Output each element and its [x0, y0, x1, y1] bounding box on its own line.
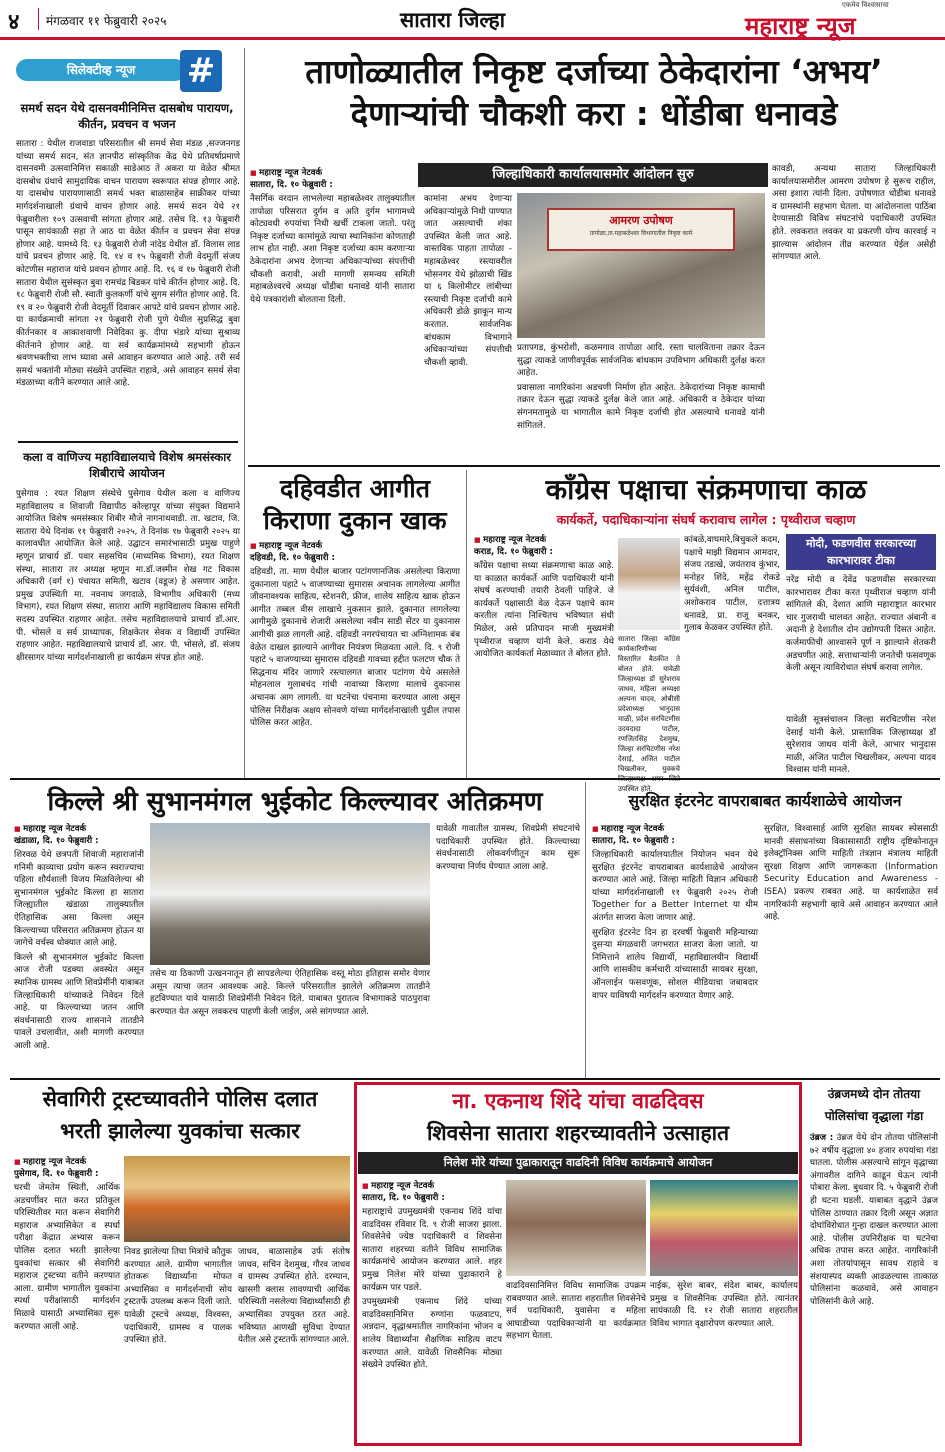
dahiwadi-rule: [466, 470, 467, 778]
shinde-byline-agency: ■ महाराष्ट्र न्यूज नेटवर्क: [362, 1180, 502, 1192]
selective-divider: [18, 441, 238, 443]
sevagiri-headline-2: भरती झालेल्या युवकांचा सत्कार: [60, 1119, 300, 1143]
congress-headline: काँग्रेस पक्षाचा संक्रमणाचा काळ: [545, 473, 867, 506]
dahiwadi-headline-2: किराणा दुकान खाक: [263, 506, 447, 535]
fort-body-1: शिरवळ येथे छत्रपती शिवाजी महाराजांनी गनिमी काव्याचा प्रयोग करून स्वराज्याचा पहिला शौर्यशाली विजय मिळविलेल्या श्री सुभानमंगल भुईकोट किल्ला हा सातारा जिल्ह्यातील खंडाळा तालुक्यातील ऐतिहासिक असा किल्ला असून किल्ल्याच्या परिसरात अतिक्रमण होऊन या जागेचे वर्चस्व धोक्यात आले आहे.: [14, 850, 144, 949]
congress-column-1: [474, 560, 614, 774]
lead-byline-agency: ■ महाराष्ट्र न्यूज नेटवर्क: [250, 167, 410, 179]
congress-byline-place: कराड, दि. १० फेब्रुवारी :: [474, 547, 553, 557]
selective-news-badge: [10, 48, 222, 98]
page-number: ४: [8, 10, 20, 35]
internet-byline-place: सातारा, दि. १० फेब्रुवारी :: [592, 836, 675, 846]
congress-body-4: नरेंद्र मोदी व देवेंद्र फडणवीस सरकारच्या कारभारावर टीका करत पृथ्वीराज चव्हाण यांनी सांगितले की, देशात आणि महाराष्ट्रात कारभार चार गुजराथी चालवत आहेत. राज्यात अंबानी व अदानी हे देशातील दोन उद्योगपती दिसत आहेत. कर्जमाफीची आश्वासने पूर्ण न झाल्याने शेतकरी अडचणीत आहे. सत्ताधाऱ्यांनी जनतेची फसवणूक केली असून त्याविरोधात संघर्ष करावा लागेल.: [786, 575, 936, 674]
lead-byline: [250, 167, 410, 191]
internet-column-2: [764, 823, 938, 1074]
sevagiri-byline-agency: ■ महाराष्ट्र न्यूज नेटवर्क: [14, 1156, 120, 1168]
sevagiri-column-2: [124, 1246, 232, 1444]
lead-body-1: नैसर्गिक वरदान लाभलेल्या महाबळेश्वर तालुक्यातील तापोळा परिसरात दुर्गम व अति दुर्गम भागामध्ये कोट्यवधी रुपयांचा निधी खर्ची टाकला जातो. परंतु निकृष्ट दर्जाच्या कामांमुळे त्याचा स्थानिकांना कोणताही लाभ होत नाही. अशा निकृष्ट दर्जाच्या काम करणाऱ्या ठेकेदारांना अभय देणाऱ्या अधिकाऱ्यांच्या संपत्तीची चौकशी करावी, अशी मागणी समन्वय समिती महाबळेश्वरचे अध्यक्ष धोंडीबा धनावडे यांनी सातारा येथे पत्रकारांशी बोलताना दिली.: [250, 194, 415, 305]
lead-protest-photo: [517, 193, 765, 338]
sevagiri-body-3: जाधव, बाळासाहेब उर्फ संतोष जाधव, सचिन देशमुख, गौरव जाधव व ग्रामस्थ उपस्थित होते. दरम्यान, खासगी क्लास लावण्याची आर्थिक परिस्थिती नसलेल्या विद्यार्थ्यांसाठी ही अभ्यासिका उपयुक्त ठरत आहे. भविष्यात आणखी सुविधा देण्यात येतील असे ट्रस्टतर्फे सांगण्यात आले.: [238, 1247, 350, 1346]
lead-byline-place: सातारा, दि. १० फेब्रुवारी :: [250, 180, 333, 190]
internet-body-3: सुरक्षित, विश्वासार्ह आणि सुरक्षित सायबर स्पेससाठी मानवी संसाधनांच्या विकासासाठी राष्ट्रीय दृष्टिकोनातून इलेक्ट्रॉनिक्स आणि माहिती तंत्रज्ञान मंत्रालय माहिती सुरक्षा शिक्षण आणि जागरूकता (Information Security Education and Awareness - ISEA) प्रकल्प राबवत आहे. या कार्यशाळेत सर्व नागरिकांनी सहभागी व्हावे असे आवाहन करण्यात आले आहे.: [764, 824, 938, 923]
congress-body-3: कांबळे,वाघमारे,बिचुकले कदम, पक्षाचे माझी विद्यमान आमदार, संजय तडाखे, जयंतराव कुंभार, मनोहर शिंदे, महेंद्र रोकडे सुर्यवंशी, अनिल पाटील, अशोकराव पाटील, दत्तात्रय धनावडे, प्रा. राजू बनकर, गुलाब केळकर उपस्थित होते.: [684, 535, 780, 634]
umbraj-headline-2: पोलिसांचा वृद्धाला गंडा: [824, 1109, 924, 1123]
fort-headline: किल्ले श्री सुभानमंगल भुईकोट किल्ल्यावर अतिक्रमण: [47, 787, 543, 817]
congress-body-2: सातारा जिल्हा काँग्रेस कार्यकारिणीच्या विस्तारित बैठकीत ते बोलत होते. यावेळी जिल्हाध्यक्ष डॉ सुरेशराव जाधव, महिला अध्यक्षा अल्पना यादव, ओबीसी प्रदेशाध्यक्ष भानुदास माळी, प्रदेश सरचिटणीस उदयदादा पाटील, रणजितसिंह देशमुख, जिल्हा सरचिटणीस नरेश देसाई, अजित पाटील चिखलीकर, युवकचे उपस्थित होते.: [618, 635, 680, 793]
selective-story-1-title: समर्थ सदन येथे दासनवमीनिमित्त दासबोध पारायण, कीर्तन, प्रवचन व भजन: [20, 101, 234, 131]
umbraj-headline-1: उंब्रजमध्ये दोन तोतया: [827, 1087, 921, 1101]
congress-subhead: कार्यकर्ते, पदाधिकाऱ्यांना संघर्ष करावाच लागेल : पृथ्वीराज चव्हाण: [556, 512, 856, 527]
sevagiri-column-3: [238, 1246, 350, 1444]
shinde-column-4: [650, 1280, 798, 1442]
page-header: [0, 0, 945, 40]
fort-photo-caption: [150, 968, 430, 1074]
header-divider: [38, 8, 39, 30]
sevagiri-headline-1: सेवागिरी ट्रस्टच्यावतीने पोलिस दलात: [42, 1087, 318, 1111]
fort-body-3: यावेळी गावातील ग्रामस्थ, शिवप्रेमी संघटनांचे पदाधिकारी उपस्थित होते. किल्ल्याच्या संवर्धनासाठी लोकवर्गणीतून काम सुरू करण्याचा निर्णय घेण्यात आला आहे.: [436, 824, 580, 872]
fort-group-photo: [150, 823, 430, 965]
sevagiri-felicitation-photo: [124, 1156, 350, 1242]
shinde-byline: [362, 1180, 502, 1204]
sevagiri-byline: [14, 1156, 120, 1180]
lead-body-4: कावडी, अन्यथा सातारा जिल्हाधिकारी कार्यालयासमोरील आमरण उपोषण हे सुरूच राहील, असा इशारा त्यांनी दिला. उपोषणात धोंडीबा धनावडे व ग्रामस्थांनी सहभाग घेतला. या आंदोलनाला पाठिंबा देण्यासाठी विविध संघटनांचे पदाधिकारी उपस्थित होते. लवकरात लवकर या प्रकरणी योग्य कारवाई न झाल्यास आंदोलन तीव्र करण्यात येईल असेही सांगण्यात आले.: [772, 164, 936, 263]
dahiwadi-byline-place: दहिवडी, दि. १० फेब्रुवारी :: [250, 553, 335, 563]
congress-body-1: काँग्रेस पक्षाचा सध्या संक्रमणाचा काळ आहे. या काळात कार्यकर्ते आणि पदाधिकारी यांनी संघर्ष करण्याची तयारी ठेवली पाहिजे. जे कार्यकर्ते पक्षासाठी वेळ देऊन पक्षाचे काम करतील त्यांना निश्चितच भविष्यात संधी मिळेल, असे प्रतिपादन माजी मुख्यमंत्री पृथ्वीराज चव्हाण यांनी केले. कराड येथे आयोजित कार्यकर्ता मेळाव्यात ते बोलत होते.: [474, 561, 614, 660]
selective-label: सिलेक्टीव्ह न्यूज: [16, 59, 186, 81]
selective-story-1-body: [16, 138, 240, 433]
left-column-rule: [244, 48, 245, 778]
congress-byline-agency: ■ महाराष्ट्र न्यूज नेटवर्क: [474, 534, 614, 546]
lead-photo-caption-text: प्रतापगड, कुंभरोशी, कळमगाव तापोळा आदि. रस्ता चालविताना तक्रार देऊन सुद्धा त्याकडे जाणीवपूर्वक सार्वजनिक बांधकाम उपविभाग अधिकारी दुर्लक्ष करत आहेत.: [517, 343, 765, 379]
selective-story-1-text: सातारा : येथील राजवाडा परिसरातील श्री समर्थ सेवा मंडळ ,सज्जनगड यांच्या समर्थ सदन, संत ज्ञानपीठ सांस्कृतिक केंद्र येथे प्रतिवर्षाप्रमाणे दासनवमी उत्सवानिमित्त सकाळी साडेआठ ते अकरा या वेळेत श्रीमत दासबोध ग्रंथाचे सामुदायिक वाचन पारायण स्वरूपात संपन्न होणार आहे. या दासबोध पारायणासाठी समर्थ भक्त बाळासाहेब साक्रीकर यांच्या मार्गदर्शनाखाली ग्रंथाचे वाचन होणार आहे. समर्थ सदन येथे २१ फेब्रुवारीला १०९ उत्सवाची सांगता होणार आहे. तसेच दि. १३ फेब्रुवारी पासून सायंकाळी सहा ते आठ या वेळेत कीर्तन व प्रवचन सेवा संपन्न होणार आहे. यामध्ये दि. १३ फेब्रुवारी रोजी नांदेड येथील डॉ. विलास लाड यांचे प्रवचन होणार आहे. दि. १४ व १५ फेब्रुवारी रोजी वेदमूर्ती संजय कोटणीस महाराज यांचे प्रवचन होणार आहे. दि. १६ व १७ फेब्रुवारी रोजी सातारा येथील सुसंस्कृत बुवा रामचंद्र बिडकर यांचे कीर्तन होणार आहे. दि. १८ फेब्रुवारी रोजी सौ. स्वाती कुलकर्णी यांचे सुगम संगीत होणार आहे. दि. १९ व २० फेब्रुवारी रोजी वेदमूर्ती दिवाकर आपटे यांचे प्रवचन होणार आहे. या कार्यक्रमाची सांगता २१ फेब्रुवारी रोजी पुणे येथील सुप्रसिद्ध बुवा कीर्तनकार व आकाशवाणी निवेदिका कु. दीपा भंडारे यांच्या सुश्राव्य कीर्तनाने होणार आहे. या सर्व कार्यक्रमांमध्ये सहभागी होऊन श्रवणभक्तीचा लाभ घ्यावा असे आवाहन करण्यात आले आहे. तरी सर्व समर्थ भक्तांनी मोठ्या संख्येने उपस्थित राहावे, असे आवाहन समर्थ सेवा मंडळाच्या वतीने करण्यात आले आहे.: [16, 139, 240, 389]
internet-headline: सुरक्षित इंटरनेट वापराबाबत कार्यशाळेचे आयोजन: [628, 792, 902, 810]
fort-column-1: [14, 849, 144, 1074]
congress-body-5: यावेळी सूत्रसंचालन जिल्हा सरचिटणीस नरेश देसाई यांनी केले. प्रास्ताविक जिल्हाध्यक्ष डॉ सुरेशराव जाधव यांनी केले, आभार भानुदास माळी, अजित पाटील चिखलीकर, अल्पना यादव विश्वास यांनी मानले.: [786, 715, 936, 776]
sevagiri-body-1: घरची जेमतेम स्थिती, आर्थिक अडचणींवर मात करत प्रतिकूल परिस्थितीवर मात करून सेवागिरी महाराज अभ्यासिकेत व स्पर्धा परीक्षा केंद्रात अभ्यास करून पोलिस दलात भरती झालेल्या युवकांचा सत्कार श्री सेवागिरी महाराज ट्रस्टच्या वतीने करण्यात आला. ग्रामीण भागातील युवकांना स्पर्धा परीक्षांसाठी मार्गदर्शन मिळावे यासाठी अभ्यासिका सुरू करण्यात आली आहे.: [14, 1183, 120, 1332]
sevagiri-column-1: [14, 1182, 120, 1444]
selective-story-2-title: कला व वाणिज्य महाविद्यालयाचे विशेष श्रमसंस्कार शिबीराचे आयोजन: [23, 450, 231, 480]
shinde-body-3: वाढदिवसानिमित्त विविध सामाजिक उपक्रम राबवण्यात आले. सातारा शहरातील शिवसेनेचे सर्व पदाधिकारी, युवासेना व महिला आघाडीच्या पदाधिकाऱ्यांनी या कार्यक्रमात सहभाग घेतला.: [506, 1281, 646, 1342]
sevagiri-body-2: निवड झालेल्या तिघा मित्रांचे कौतुक करण्यात आले. ग्रामीण भागातील होतकरू विद्यार्थ्यांना मोफत अभ्यासिका व मार्गदर्शनाची सोय ट्रस्टतर्फे उपलब्ध करून दिली जाते. यावेळी ट्रस्टचे अध्यक्ष, विश्वस्त, पदाधिकारी, ग्रामस्थ व पालक उपस्थित होते.: [124, 1247, 232, 1346]
umbraj-body: [810, 1132, 938, 1444]
lower-rule: [10, 1078, 940, 1080]
congress-column-5: [786, 714, 936, 774]
lead-photo-banner-sub: तापोळा,ता.महाबळेश्वर विभागातील निकृष्ट कामे: [589, 229, 693, 237]
dahiwadi-body: [250, 566, 460, 774]
umbraj-body-text: उंब्रज येथे दोन तोतया पोलिसांनी ७२ वर्षीय वृद्धाला ४० हजार रुपयांचा गंडा घातला. पोलीस असल्याचे सांगून वृद्धाच्या अंगावरील दागिने काढून घेऊन त्यांनी पोबारा केला. बुधवार दि. ५ फेब्रुवारी रोजी ही घटना घडली. याबाबत वृद्धाने उंब्रज पोलिस ठाण्यात तक्रार दिली असून अज्ञात दोघांविरोधात गुन्हा दाखल करण्यात आला आहे. पोलीस उपनिरीक्षक या घटनेचा अधिक तपास करत आहेत. नागरिकांनी अशा तोतयांपासून सावध राहावे व संशयास्पद व्यक्ती आढळल्यास तात्काळ पोलिसांना कळवावे, असे आवाहन पोलिसांनी केले आहे.: [810, 1133, 939, 1307]
lead-photo-banner: [547, 208, 736, 252]
shinde-photo-right: [650, 1180, 798, 1276]
internet-body-2: सुरक्षित इंटरनेट दिन हा दरवर्षी फेब्रुवारी महिन्याच्या दुसऱ्या मंगळवारी जगभरात साजरा केला जातो. या निमित्ताने शालेय विद्यार्थी, महाविद्यालयीन विद्यार्थी आणि शासकीय कर्मचारी यांच्यासाठी सायबर सुरक्षा, ऑनलाईन फसवणूक, सोशल मीडियाचा जबाबदार वापर याविषयी मार्गदर्शन करण्यात येणार आहे.: [592, 927, 758, 1001]
lead-column-1: [250, 193, 415, 461]
fort-byline-place: खंडाळा, दि. १० फेब्रुवारी :: [14, 836, 99, 846]
middle-rule: [10, 778, 940, 780]
brand-logo: महाराष्ट्र न्यूज: [745, 11, 856, 40]
congress-column-3: [684, 534, 780, 774]
dahiwadi-headline-1: दहिवडीत आगीत: [279, 474, 431, 503]
internet-body-1: जिल्हाधिकारी कार्यालयातील नियोजन भवन येथे सुरक्षित इंटरनेट वापराबाबत कार्यशाळेचे आयोजन करण्यात आले आहे. जिल्हा माहिती विज्ञान अधिकारी यांच्या मार्गदर्शनाखाली ११ फेब्रुवारी २०२५ रोजी Together for a Better Internet या थीम अंतर्गत साजरा केला जाणार आहे.: [592, 850, 758, 923]
fort-byline-agency: ■ महाराष्ट्र न्यूज नेटवर्क: [14, 823, 144, 835]
lead-photo-caption: [517, 342, 765, 461]
shinde-column-1: [362, 1206, 502, 1442]
selective-story-2-text: पुसेगाव : रयत शिक्षण संस्थेचे पुसेगाव येथील कला व वाणिज्य महाविद्यालय व शिवाजी विद्यापीठ कोल्हापूर यांच्या संयुक्त विद्यमाने आयोजित विशेष श्रमसंस्कार शिबीर मौजे नागनाथवाडी. ता. खटाव, जि. सातारा येथे दिनांक ११ फेब्रुवारी २०२५, ते दिनांक १७ फेब्रुवारी २०२५ या कालावधीत आयोजित केले आहे. उद्घाटन समारंभासाठी प्रमुख पाहुणे म्हणून प्राचार्य डॉ. पवार सहसचिव (माध्यमिक विभाग), रयत शिक्षण संस्था, सातारा तर अध्यक्ष म्हणून मा.डॉ.जस्मीन शेख गट विकास अधिकारी (वर्ग १) पंचायत समिती, खटाव (वडूज) हे असणार आहेत. प्रमुख उपस्थिती मा. नवनाथ जगदाळे, विभागीय अधिकारी (मध्य विभाग), रयत शिक्षण संस्था, सातारा आणि महाविद्यालय विकास समिती सदस्य उपस्थित राहणार आहेत. तसेच महाविद्यालयाचे प्राचार्य डॉ.आर. पी. भोसले व सर्व प्राध्यापक, शिक्षकेतर सेवक व विद्यार्थी उपस्थित राहणार आहेत. महाविद्यालयाचे प्राचार्य डॉ. आर. पी. भोसले, डॉ. संजय क्षीरसागर यांच्या मार्गदर्शनाखाली हा कार्यक्रम संपन्न होत आहे.: [16, 489, 240, 663]
dahiwadi-byline: [250, 540, 460, 564]
issue-date: मंगळवार ११ फेब्रुवारी २०२५: [46, 14, 167, 28]
shinde-kicker: निलेश मोरे यांच्या पुढाकारातून वाढदिनी विविध कार्यक्रमाचे आयोजन: [358, 1152, 798, 1174]
fort-photo-caption-text: तसेच या ठिकाणी उत्खननातून ही सापडलेल्या ऐतिहासिक वस्तू मोठा इतिहास समोर येणार असून त्याचा जतन आवश्यक आहे. किल्ले परिसरातील झालेले अतिक्रमण तातडीने हटविण्यात यावे यासाठी शिवप्रेमींनी निवेदन दिले. याबाबत पुरातत्व विभागाकडे पाठपुरावा करण्यात येत असून लवकरच पाहणी केली जाईल, असे सांगण्यात आले.: [150, 969, 430, 1017]
shinde-byline-place: सातारा, दि. १० फेब्रुवारी :: [362, 1193, 445, 1203]
hash-icon: #: [180, 50, 222, 92]
dahiwadi-byline-agency: ■ महाराष्ट्र न्यूज नेटवर्क: [250, 540, 460, 552]
brand-tag: एकमेव विश्वासाचा: [842, 1, 889, 9]
internet-byline: [592, 823, 758, 847]
congress-column-2: [618, 634, 680, 793]
lead-column-4: [772, 163, 936, 461]
lead-headline-2: देणाऱ्यांची चौकशी करा : धोंडीबा धनावडे: [350, 94, 838, 133]
dahiwadi-body-text: दहिवडी, ता. माण येथील बाजार पटांगणानजिक असलेल्या किराणा दुकानाला पहाटे ५ वाजण्याच्या सुमारास अचानक लागलेल्या आगीत जीवनावश्यक साहित्य, स्टेशनरी, फ्रीज, शालेय साहित्य खाक होऊन आगीत तब्बल वीस लाखाचे नुकसान झाले. दुकानात लागलेल्या आगीमुळे दुकानाचे शेजारी असलेल्या नवीन साडी सेंटर या दुकानास आगीची झळ लागली आहे. दहिवडी नगरपंचायत चा अग्निशामक बंब वेळेत दाखल झाल्याने आगीवर नियंत्रण मिळवता आले. दि. ९ रोजी पहाटे ५ वाजण्याच्या सुमारास दहिवडी गावच्या हद्दीत फलटण चौक ते सिद्धनाथ मंदिर जाणारे रस्त्यालगत बाजार पटांगण येथे असलेले मोहनलाल गुलाबचंद गांधी नावाच्या किराणा मालाचे दुकानास अचानक आग लागली. या घटनेचा पंचनामा करण्यात आला असून पोलिस निरीक्षक अक्षय सोनवणे यांच्या मार्गदर्शनाखाली पुढील तपास पोलिस करत आहेत.: [250, 567, 460, 729]
selective-story-2-body: [16, 488, 240, 771]
lead-kicker: जिल्हाधिकारी कार्यालयासमोर आंदोलन सुरु: [418, 163, 768, 187]
fort-byline: [14, 823, 144, 847]
fort-body-2: किल्ले श्री सुभानमंगल भुईकोट किल्ला आज रोजी पडक्या अवस्थेत असून स्थानिक ग्रामस्थ आणि शिवप्रेमींनी याबाबत जिल्हाधिकारी यांच्याकडे निवेदन दिले आहे. या किल्ल्याच्या जतन आणि संवर्धनासाठी राज्य शासनाने तातडीने पावले उचलावीत, अशी मागणी करण्यात आली आहे.: [14, 952, 144, 1051]
lead-body-3: प्रवासाला नागरिकांना अडचणी निर्माण होत आहेत. ठेकेदारांच्या निकृष्ट कामाची तक्रार देऊन सुद्धा त्याकडे दुर्लक्ष केले जात आहे. अधिकारी व ठेकेदार यांच्या संगनमतामुळे या भागातील कामे निकृष्ट दर्जाची होत असल्याचे धनावडे यांनी सांगितले.: [517, 382, 765, 431]
shinde-headline-2: शिवसेना सातारा शहरच्यावतीने उत्साहात: [426, 1121, 730, 1145]
sevagiri-byline-place: पुसेगाव, दि. १० फेब्रुवारी :: [14, 1169, 99, 1179]
fort-column-3: [436, 823, 580, 1074]
congress-side-label-1: मोदी, फडणवीस सरकारच्या: [806, 537, 916, 550]
shinde-column-3: [506, 1280, 646, 1442]
umbraj-byline-place: उंब्रज :: [810, 1133, 834, 1143]
shinde-photo-left: [506, 1180, 646, 1276]
congress-portrait: [618, 538, 680, 630]
congress-side-label: [786, 534, 936, 570]
internet-byline-agency: ■ महाराष्ट्र न्यूज नेटवर्क: [592, 823, 758, 835]
shinde-body-1: महाराष्ट्राचे उपमुख्यमंत्री एकनाथ शिंदे यांचा वाढदिवस रविवार दि. ९ रोजी साजरा झाला. शिवसेनेचे ज्येष्ठ पदाधिकारी व शिवसेना सातारा शहरच्या वतीने विविध सामाजिक कार्यक्रमांचे आयोजन करण्यात आले. शहर प्रमुख निलेश मोरे यांच्या पुढाकाराने हे कार्यक्रम पार पडले.: [362, 1207, 502, 1293]
lead-headline-1: ताणोळ्यातील निकृष्ट दर्जाच्या ठेकेदारांना ‘अभय’: [305, 52, 883, 91]
shinde-body-2: उपमुख्यमंत्री एकनाथ शिंदे यांच्या वाढदिवसानिमित्त रुग्णांना फळवाटप, अन्नदान, वृद्धाश्रमातील नागरिकांना भोजन व शालेय विद्यार्थ्यांना शैक्षणिक साहित्य वाटप करण्यात आले. यावेळी शिवसैनिक मोठ्या संख्येने उपस्थित होते.: [362, 1297, 502, 1371]
congress-byline: [474, 534, 614, 558]
congress-side-label-2: कारभारावर टीका: [827, 554, 895, 567]
shinde-headline-1: ना. एकनाथ शिंदे यांचा वाढदिवस: [452, 1089, 704, 1113]
lead-column-2: [424, 193, 512, 461]
internet-column-1: [592, 849, 758, 1074]
lead-body-2: कामांना अभय देणाऱ्या अधिकाऱ्यांमुळे निधी पाण्यात जात असल्याची शंका उपस्थित केली जात आहे. वास्तविक पाहता तापोळा - महाबळेश्वर रस्त्यावरील भोसनगर येथे झोळाची खिंड या ६ किलोमीटर लांबीच्या रस्त्याची निकृष्ट दर्जाची कामे अधिकारी डोळे झाकून मान्य करतात. सार्वजनिक बांधकाम विभागाने अधिकाऱ्यांच्या संपत्तीची चौकशी व्हावी.: [424, 194, 512, 368]
congress-column-4: [786, 574, 936, 710]
shinde-body-4: नाईक, सुरेश बाबर, संदेश बाबर, कार्यालय प्रमुख व शिवसैनिक उपस्थित होते. त्यानंतर सायंकाळी दि. १२ रोजी सातारा शहरातील विविध भागात वृक्षारोपण करण्यात आले.: [650, 1281, 798, 1329]
fort-rule: [585, 782, 586, 1078]
lead-photo-banner-title: आमरण उपोषण: [609, 213, 673, 227]
lead-bottom-rule: [248, 465, 940, 467]
section-title: सातारा जिल्हा: [400, 8, 506, 32]
